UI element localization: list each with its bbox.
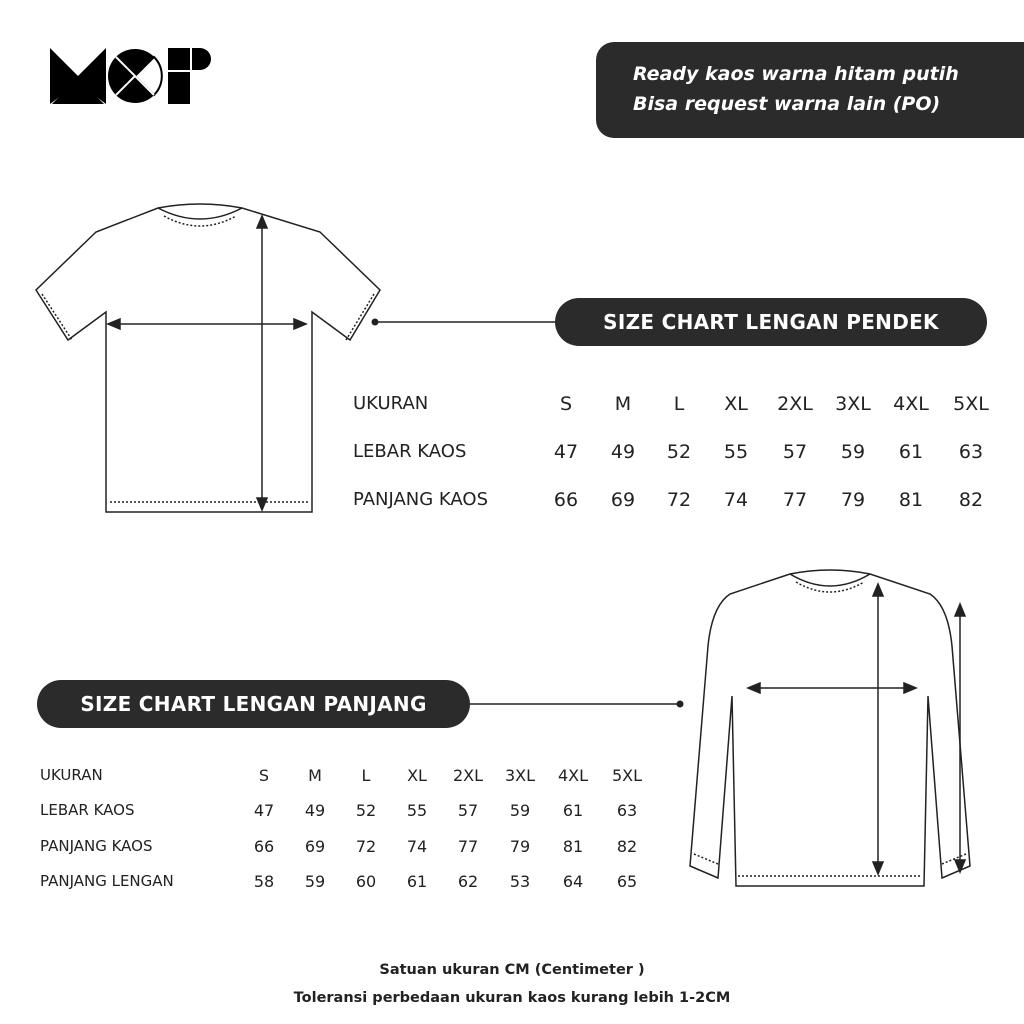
table-cell: 61 bbox=[406, 872, 428, 891]
header-cell: XL bbox=[724, 393, 748, 415]
table-cell: 81 bbox=[562, 837, 584, 856]
table-cell: 63 bbox=[616, 801, 638, 820]
connector-line-long bbox=[470, 698, 690, 710]
table-cell: 64 bbox=[562, 872, 584, 891]
table-cell: 66 bbox=[553, 489, 579, 511]
table-cell: 81 bbox=[898, 489, 924, 511]
header-cell: XL bbox=[407, 766, 427, 785]
table-cell: 59 bbox=[509, 801, 531, 820]
row-label: PANJANG KAOS bbox=[40, 837, 153, 855]
mcp-logo bbox=[50, 48, 216, 104]
table-cell: 49 bbox=[304, 801, 326, 820]
table-cell: 79 bbox=[840, 489, 866, 511]
header-label: UKURAN bbox=[353, 393, 429, 414]
table-cell: 69 bbox=[610, 489, 636, 511]
table-cell: 62 bbox=[457, 872, 479, 891]
header-cell: M bbox=[614, 393, 632, 415]
table-cell: 59 bbox=[840, 441, 866, 463]
table-cell: 77 bbox=[782, 489, 808, 511]
table-cell: 53 bbox=[509, 872, 531, 891]
short-sleeve-title: SIZE CHART LENGAN PENDEK bbox=[555, 298, 987, 346]
table-cell: 55 bbox=[723, 441, 749, 463]
short-sleeve-tshirt-illustration bbox=[30, 200, 390, 520]
table-cell: 47 bbox=[253, 801, 275, 820]
promo-line-2: Bisa request warna lain (PO) bbox=[633, 93, 941, 115]
table-cell: 65 bbox=[616, 872, 638, 891]
header-cell: M bbox=[308, 766, 322, 785]
table-cell: 82 bbox=[616, 837, 638, 856]
header-cell: 2XL bbox=[452, 766, 484, 785]
long-sleeve-tshirt-illustration bbox=[680, 566, 980, 896]
table-cell: 52 bbox=[666, 441, 692, 463]
row-label: LEBAR KAOS bbox=[353, 441, 467, 462]
table-cell: 60 bbox=[355, 872, 377, 891]
long-sleeve-title: SIZE CHART LENGAN PANJANG bbox=[37, 680, 470, 728]
table-cell: 69 bbox=[304, 837, 326, 856]
table-cell: 59 bbox=[304, 872, 326, 891]
table-cell: 47 bbox=[553, 441, 579, 463]
row-label: LEBAR KAOS bbox=[40, 801, 135, 819]
tolerance-note: Toleransi perbedaan ukuran kaos kurang lebih 1-2CM bbox=[293, 990, 731, 1006]
connector-line-short bbox=[370, 316, 560, 328]
header-cell: 3XL bbox=[835, 393, 871, 415]
header-cell: S bbox=[559, 393, 573, 415]
header-cell: 5XL bbox=[611, 766, 643, 785]
table-cell: 57 bbox=[457, 801, 479, 820]
table-cell: 74 bbox=[406, 837, 428, 856]
header-cell: 4XL bbox=[557, 766, 589, 785]
unit-note: Satuan ukuran CM (Centimeter ) bbox=[379, 962, 645, 978]
table-cell: 52 bbox=[355, 801, 377, 820]
header-label: UKURAN bbox=[40, 766, 103, 784]
header-cell: S bbox=[258, 766, 270, 785]
table-cell: 72 bbox=[666, 489, 692, 511]
promo-line-1: Ready kaos warna hitam putih bbox=[633, 63, 959, 85]
table-cell: 63 bbox=[958, 441, 984, 463]
table-cell: 77 bbox=[457, 837, 479, 856]
header-cell: L bbox=[361, 766, 371, 785]
header-cell: 2XL bbox=[777, 393, 813, 415]
table-cell: 61 bbox=[562, 801, 584, 820]
header-cell: 5XL bbox=[953, 393, 989, 415]
row-label: PANJANG LENGAN bbox=[40, 872, 174, 890]
table-cell: 58 bbox=[253, 872, 275, 891]
table-cell: 79 bbox=[509, 837, 531, 856]
row-label: PANJANG KAOS bbox=[353, 489, 488, 510]
header-cell: 3XL bbox=[504, 766, 536, 785]
header-cell: L bbox=[673, 393, 685, 415]
table-cell: 72 bbox=[355, 837, 377, 856]
table-cell: 55 bbox=[406, 801, 428, 820]
table-cell: 57 bbox=[782, 441, 808, 463]
header-cell: 4XL bbox=[893, 393, 929, 415]
table-cell: 66 bbox=[253, 837, 275, 856]
table-cell: 61 bbox=[898, 441, 924, 463]
table-cell: 74 bbox=[723, 489, 749, 511]
table-cell: 49 bbox=[610, 441, 636, 463]
footer-notes bbox=[0, 956, 1024, 1012]
promo-banner bbox=[596, 42, 1024, 138]
table-cell: 82 bbox=[958, 489, 984, 511]
